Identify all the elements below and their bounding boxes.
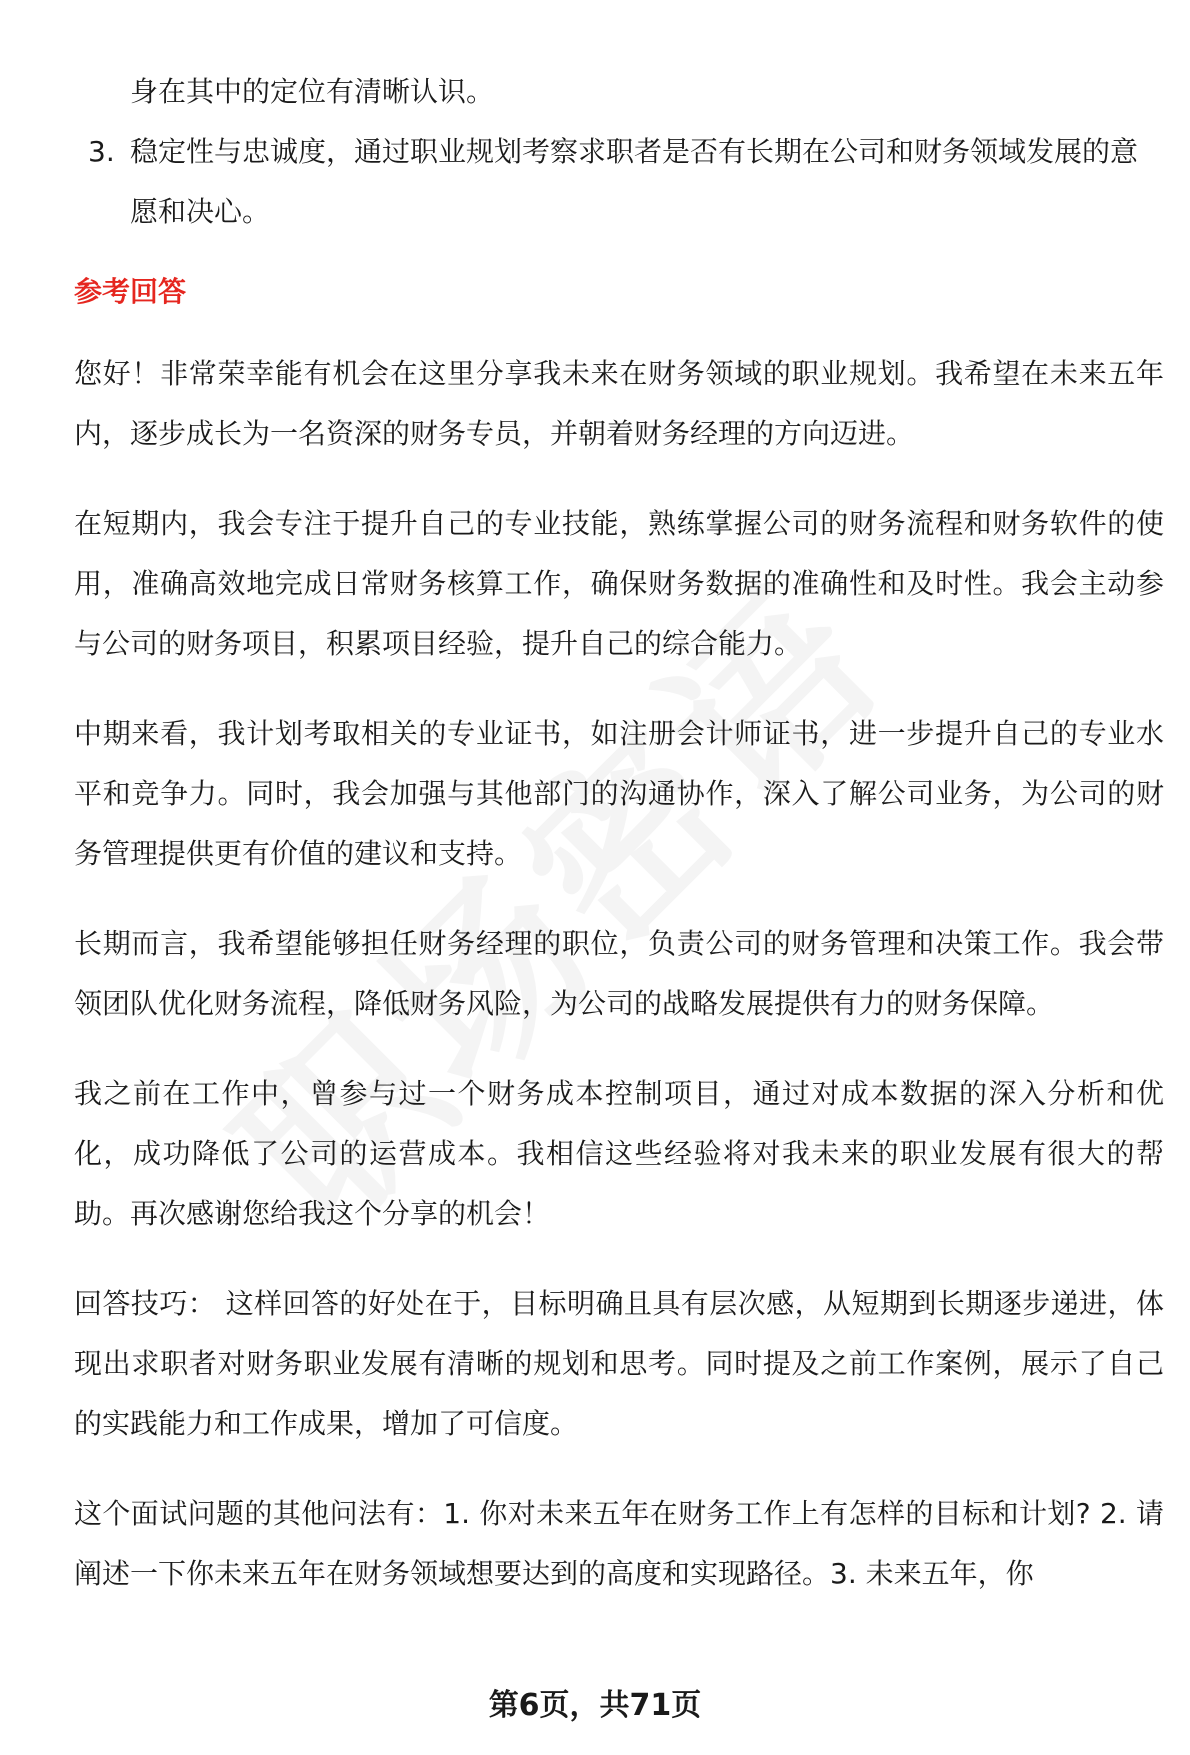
paragraph: 这个面试问题的其他问法有：1. 你对未来五年在财务工作上有怎样的目标和计划? 2. 请阐述一下你未来五年在财务领域想要达到的高度和实现路径。3. 未来五年，你: [74, 1497, 1164, 1590]
list-item-continuation: 身在其中的定位有清晰认识。: [130, 75, 495, 108]
list-item-number: 3.: [88, 135, 115, 168]
paragraph: 您好！非常荣幸能有机会在这里分享我未来在财务领域的职业规划。我希望在未来五年内，逐步成长为一名资深的财务专员，并朝着财务经理的方向迈进。: [74, 357, 1164, 450]
list-item: [74, 122, 1164, 242]
paragraph: 中期来看，我计划考取相关的专业证书，如注册会计师证书，进一步提升自己的专业水平和竞争力。同时，我会加强与其他部门的沟通协作，深入了解公司业务，为公司的财务管理提供更有价值的建议和支持。: [74, 717, 1164, 870]
paragraph: 在短期内，我会专注于提升自己的专业技能，熟练掌握公司的财务流程和财务软件的使用，准确高效地完成日常财务核算工作，确保财务数据的准确性和及时性。我会主动参与公司的财务项目，积累项目经验，提升自己的综合能力。: [74, 507, 1164, 660]
page-number: 第6页，共71页: [488, 1688, 702, 1723]
paragraph: 长期而言，我希望能够担任财务经理的职位，负责公司的财务管理和决策工作。我会带领团队优化财务流程，降低财务风险，为公司的战略发展提供有力的财务保障。: [74, 927, 1164, 1020]
list-item-text: 稳定性与忠诚度，通过职业规划考察求职者是否有长期在公司和财务领域发展的意愿和决心。: [130, 135, 1139, 228]
paragraph: 我之前在工作中，曾参与过一个财务成本控制项目，通过对成本数据的深入分析和优化，成功降低了公司的运营成本。我相信这些经验将对我未来的职业发展有很大的帮助。再次感谢您给我这个分享的机会！: [74, 1077, 1164, 1230]
section-heading: 参考回答: [74, 275, 187, 308]
document-content: [74, 62, 1164, 1634]
paragraph: 回答技巧： 这样回答的好处在于，目标明确且具有层次感，从短期到长期逐步递进，体现出求职者对财务职业发展有清晰的规划和思考。同时提及之前工作案例，展示了自己的实践能力和工作成果，增加了可信度。: [74, 1287, 1164, 1440]
